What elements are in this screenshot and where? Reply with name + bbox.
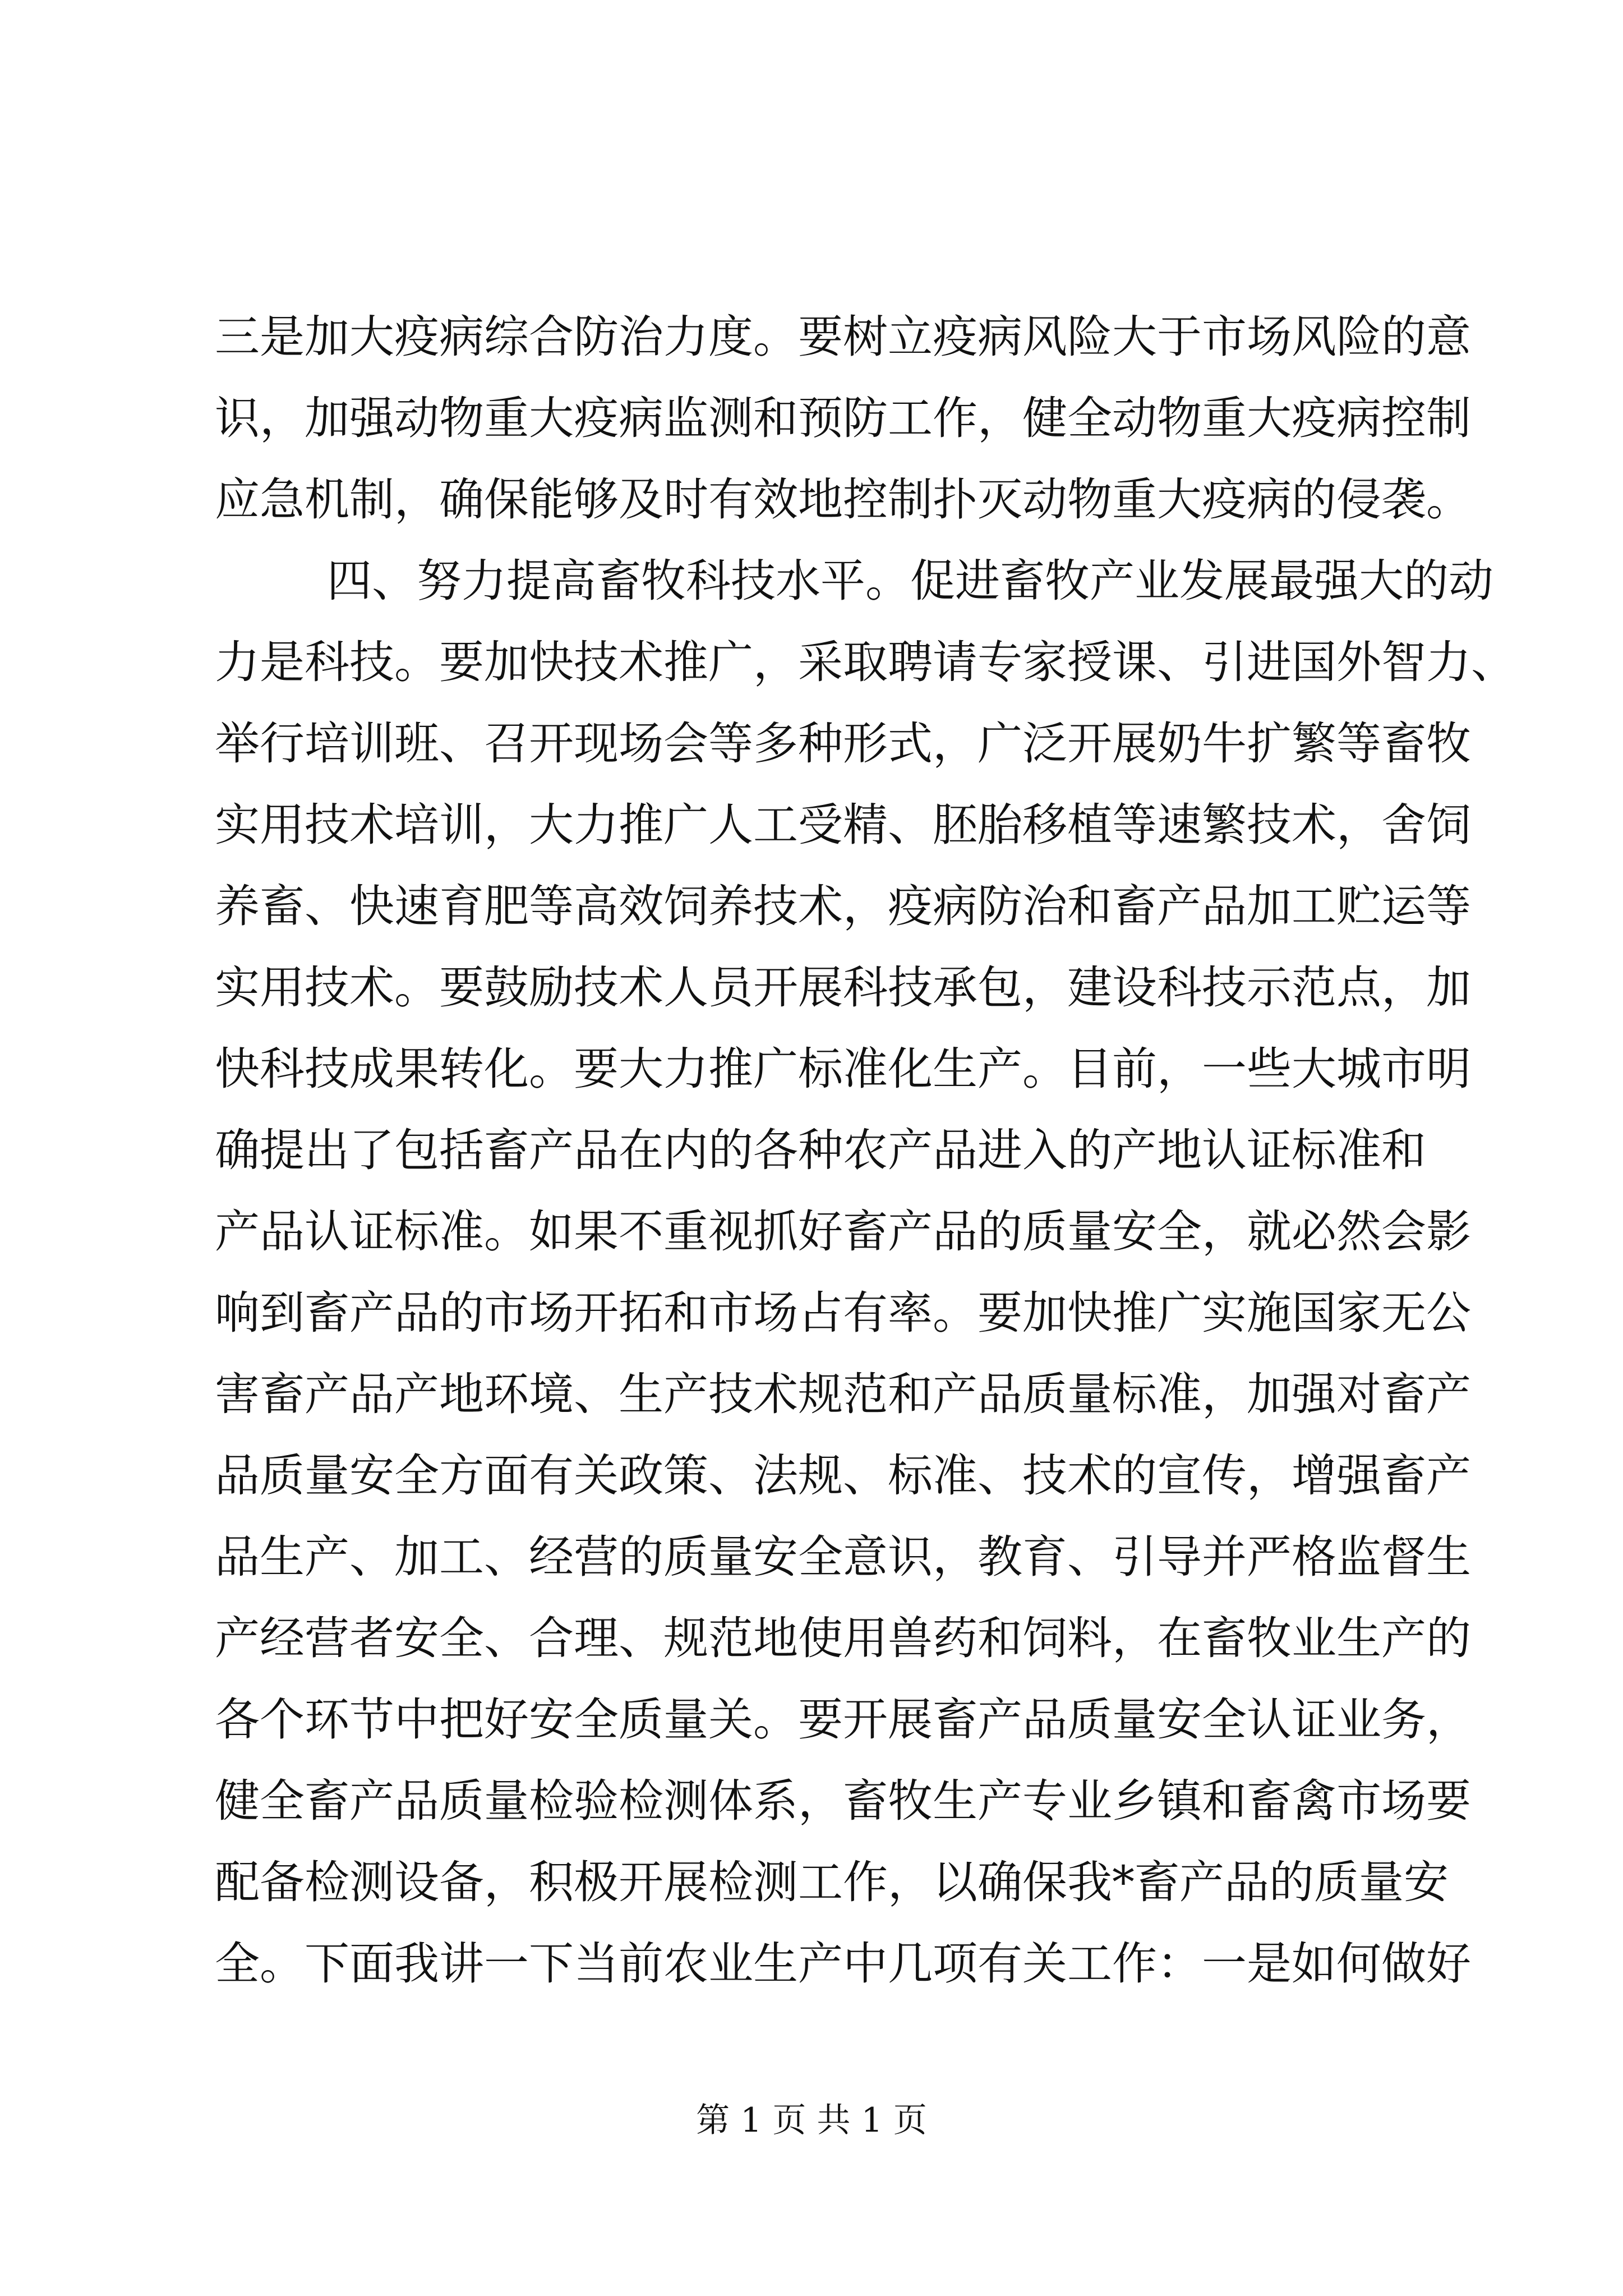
text-line-2: 识，加强动物重大疫病监测和预防工作，健全动物重大疫病控制 — [215, 392, 1471, 444]
document-body — [215, 296, 1516, 2004]
text-line-17: 产经营者安全、合理、规范地使用兽药和饲料，在畜牧业生产的 — [215, 1612, 1471, 1664]
text-line-13: 响到畜产品的市场开拓和市场占有率。要加快推广实施国家无公 — [215, 1287, 1471, 1339]
text-line-20: 配备检测设备，积极开展检测工作，以确保我*畜产品的质量安 — [215, 1856, 1449, 1908]
text-line-4: 四、努力提高畜牧科技水平。促进畜牧产业发展最强大的动 — [327, 555, 1493, 607]
text-line-15: 品质量安全方面有关政策、法规、标准、技术的宣传，增强畜产 — [215, 1450, 1471, 1502]
page-number-footer: 第 1 页 共 1 页 — [696, 2101, 927, 2140]
text-line-12: 产品认证标准。如果不重视抓好畜产品的质量安全，就必然会影 — [215, 1205, 1471, 1258]
text-line-19: 健全畜产品质量检验检测体系，畜牧生产专业乡镇和畜禽市场要 — [215, 1775, 1471, 1827]
text-line-14: 害畜产品产地环境、生产技术规范和产品质量标准，加强对畜产 — [215, 1368, 1471, 1420]
text-line-21: 全。下面我讲一下当前农业生产中几项有关工作：一是如何做好 — [215, 1938, 1471, 1990]
text-line-10: 快科技成果转化。要大力推广标准化生产。目前，一些大城市明 — [215, 1043, 1471, 1095]
text-line-6: 举行培训班、召开现场会等多种形式，广泛开展奶牛扩繁等畜牧 — [215, 717, 1471, 770]
text-line-7: 实用技术培训，大力推广人工受精、胚胎移植等速繁技术，舍饲 — [215, 799, 1471, 851]
text-line-8: 养畜、快速育肥等高效饲养技术，疫病防治和畜产品加工贮运等 — [215, 880, 1471, 932]
text-line-18: 各个环节中把好安全质量关。要开展畜产品质量安全认证业务， — [215, 1694, 1471, 1746]
text-line-3: 应急机制，确保能够及时有效地控制扑灭动物重大疫病的侵袭。 — [215, 473, 1471, 526]
text-line-16: 品生产、加工、经营的质量安全意识，教育、引导并严格监督生 — [215, 1531, 1471, 1583]
text-line-5: 力是科技。要加快技术推广，采取聘请专家授课、引进国外智力、 — [215, 636, 1516, 688]
text-line-11: 确提出了包括畜产品在内的各种农产品进入的产地认证标准和 — [215, 1124, 1426, 1176]
text-line-1: 三是加大疫病综合防治力度。要树立疫病风险大于市场风险的意 — [215, 311, 1471, 363]
text-line-9: 实用技术。要鼓励技术人员开展科技承包，建设科技示范点，加 — [215, 961, 1471, 1014]
